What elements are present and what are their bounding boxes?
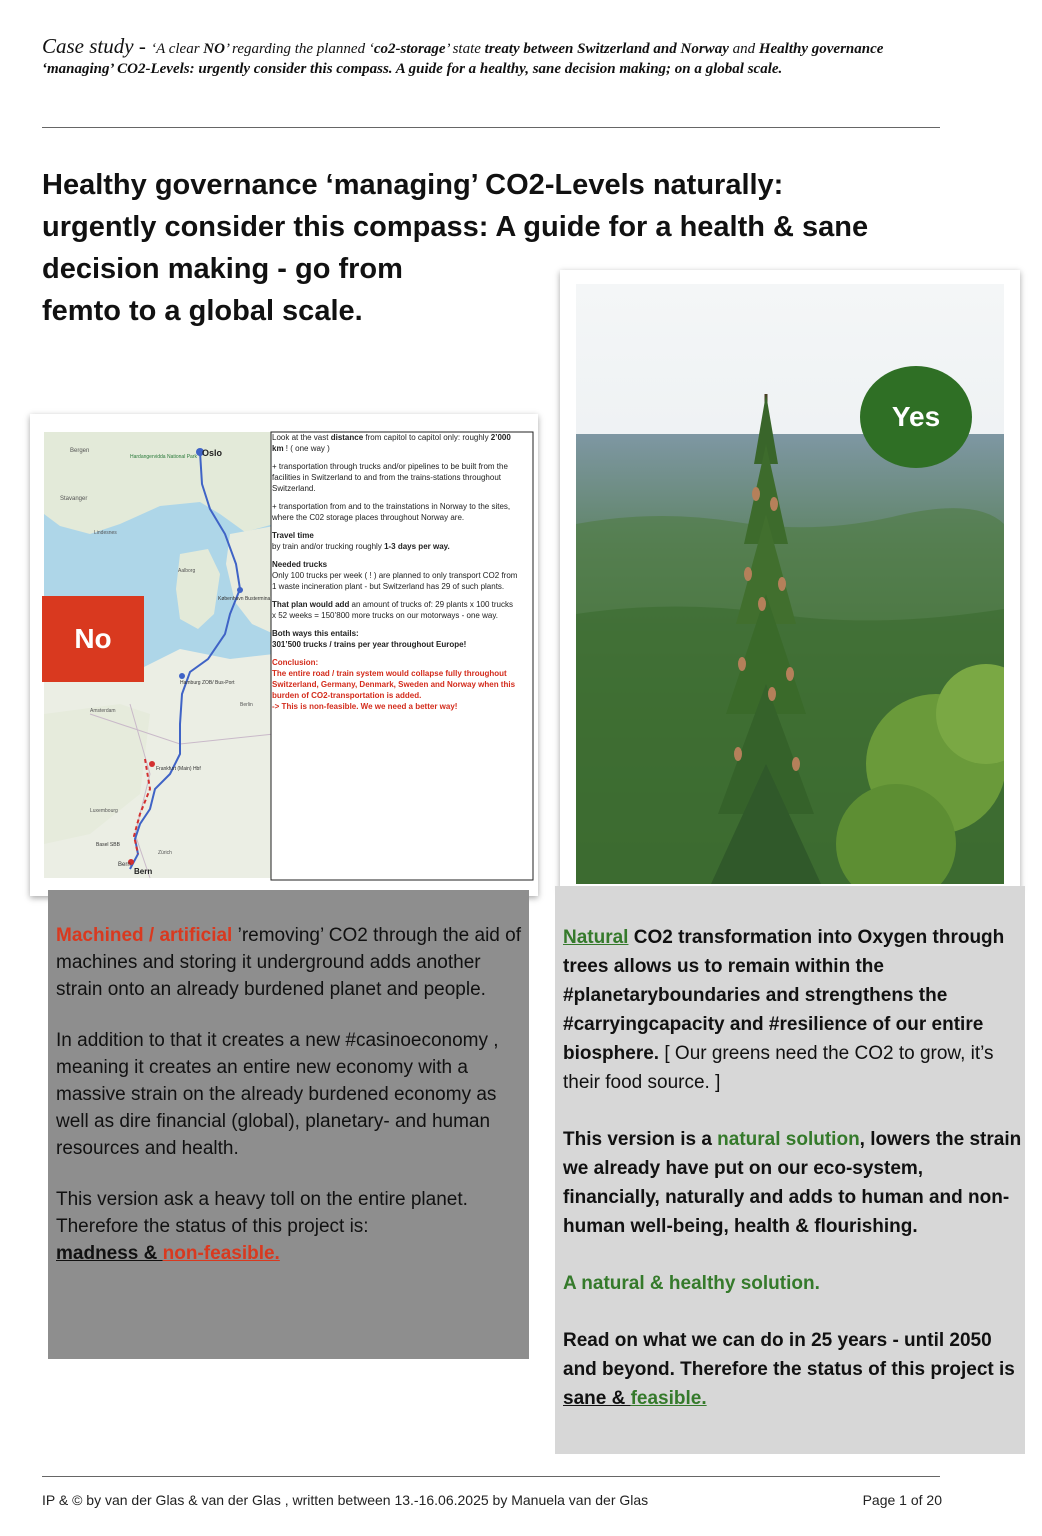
map-label-lindesnes: Lindesnes bbox=[94, 530, 117, 536]
map-label-kobenhavn: København Busterminal bbox=[218, 596, 272, 602]
status-feasible: feasible. bbox=[630, 1388, 707, 1409]
map-label-hamburg: Hamburg ZOB/ Bus-Port bbox=[180, 680, 235, 686]
status-madness: madness & bbox=[56, 1243, 163, 1264]
map-label-stavanger: Stavanger bbox=[60, 496, 88, 502]
map-label-bern-bold: Bern bbox=[134, 867, 153, 876]
copyright-text: IP & © by van der Glas & van der Glas , written between 13.-16.06.2025 by Manuela van der Glas bbox=[42, 1492, 649, 1508]
map-label-bern: Bern bbox=[118, 862, 131, 868]
map-label-oslo: Oslo bbox=[202, 448, 223, 458]
artificial-solution-text: Machined / artificial ’removing’ CO2 through the aid of machines and storing it underground adds another strain onto an already burdened planet and people. In addition to that it creates a new #casinoeconomy , meaning it creates an entire new economy with a massive strain on the already burdened economy as well as dire financial (global), planetary- and human resources and health. This version ask a heavy toll on the entire planet. Therefore the status of this project is: madness & non-feasible. bbox=[56, 925, 522, 1264]
map-label-bergen: Bergen bbox=[70, 448, 90, 454]
yes-badge: Yes bbox=[860, 366, 972, 468]
map-label-zurich: Zürich bbox=[158, 850, 172, 856]
map-label-aalborg: Aalborg bbox=[178, 568, 196, 574]
map-label-amsterdam: Amsterdam bbox=[90, 708, 116, 714]
case-study-label: Case study - bbox=[42, 34, 152, 58]
status-sane: sane & bbox=[563, 1388, 631, 1409]
status-non-feasible: non-feasible. bbox=[162, 1243, 280, 1264]
map-text-panel: Look at the vast distance from capitol to capitol only: roughly 2’000 km ! ( one way ) + transportation through trucks and/or pipelines to be built from the facilities in Switzerland to and from the trains-stations throughout Switzerland. + transportation from and to the trainstations in Norway to the sites, where the C02 storage places throughout Norway are. Travel time by train and/or trucking roughly 1-3 days per way. Needed trucks Only 100 trucks per week ( ! ) are planned to only transport CO2 from 1 waste incineration plant - but Switzerland has 29 of such plants. That plan would add an amount of trucks of: 29 plants x 100 trucks x 52 weeks = 150’800 more trucks on our motorways - one way. Both ways this entails: 301’500 trucks / trains per year throughout Europe! Conclusion: The entire road / train system would collapse fully throughout Switzerland, Germany, Denmark, Sweden and Norway when this burden of CO2-transportation is added. -> This is non-feasible. We we need a better way! bbox=[272, 433, 518, 711]
footer-divider bbox=[42, 1476, 940, 1477]
page-footer bbox=[42, 1492, 942, 1508]
page-title: Healthy governance ‘managing’ CO2-Levels naturally: urgently consider this compass: A guide for a health & sane decision making - go from femto to a global scale. bbox=[42, 169, 869, 327]
map-label-basel: Basel SBB bbox=[96, 842, 120, 848]
no-badge: No bbox=[42, 596, 144, 682]
map-label-luxembourg: Luxembourg bbox=[90, 808, 118, 814]
case-study-header: Case study - ‘A clear NO’ regarding the planned ‘co2-storage’ state treaty between Switzerland and Norway and Healthy governance ‘managing’ CO2-Levels: urgently consider this compass. A guide for a healthy, sane decision making; on a global scale. bbox=[42, 34, 884, 77]
map-label-berlin: Berlin bbox=[240, 702, 253, 708]
page-number: Page 1 of 20 bbox=[862, 1492, 942, 1508]
tree-photo-card bbox=[560, 270, 1020, 890]
header-divider bbox=[42, 127, 940, 128]
natural-solution-text: Natural CO2 transformation into Oxygen through trees allows us to remain within the #planetaryboundaries and strengthens the #carryingcapacity and #resilience of our entire biosphere. [ Our greens need the CO2 to grow, it’s their food source. ] This version is a natural solution, lowers the strain we already have put on our eco-system, financially, naturally and adds to human and non-human well-being, health & flourishing. A natural & healthy solution. Read on what we can do in 25 years - until 2050 and beyond. Therefore the status of this project is sane & feasible. bbox=[563, 927, 1022, 1409]
map-label-frankfurt: Frankfurt (Main) Hbf bbox=[156, 766, 201, 772]
map-label-hardanger: Hardangervidda National Park bbox=[130, 454, 197, 460]
